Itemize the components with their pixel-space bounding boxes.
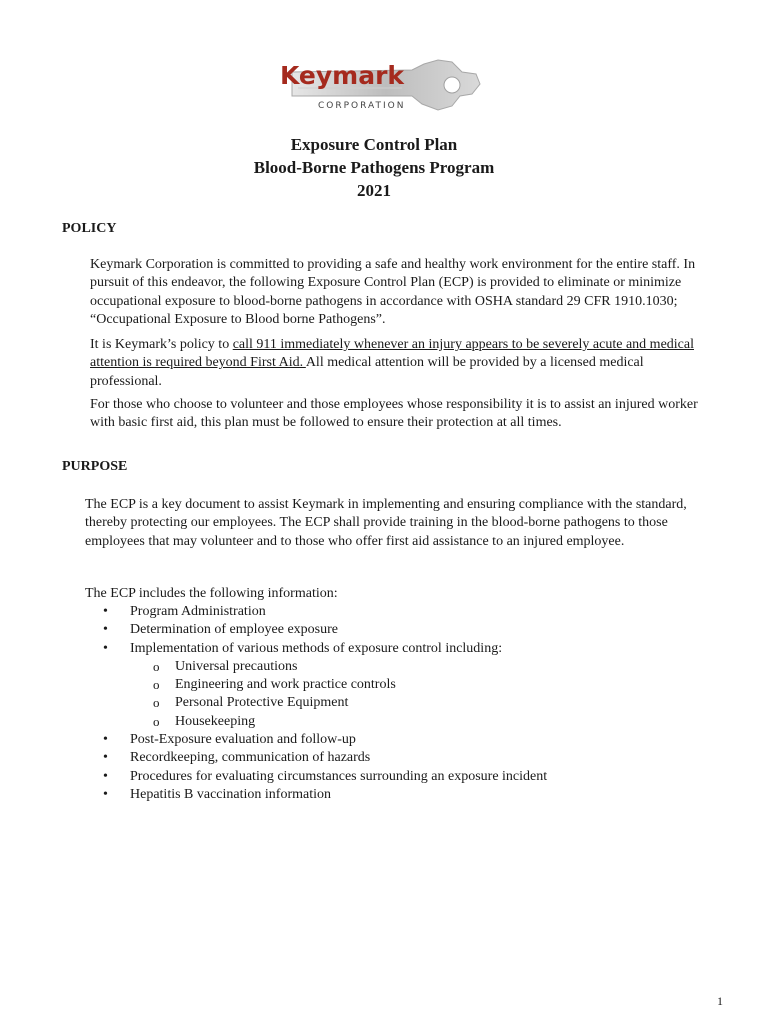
policy-paragraph-2: [90, 336, 710, 391]
purpose-heading: PURPOSE: [62, 459, 128, 474]
policy-paragraph-3: For those who choose to volunteer and those employees whose responsibility it is to assist an injured worker with basic first aid, this plan must be followed to ensure their protection at all times.: [90, 397, 698, 431]
policy-p2-tail: All medical attention will be provided by a licensed medical professional.: [90, 355, 644, 389]
keymark-logo: [262, 50, 484, 120]
title-line-1: Exposure Control Plan: [290, 135, 458, 154]
document-page: Keymark CORPORATION Exposure Control Plan Blood-Borne Pathogens Program 2021 POLICY Keymark Corporation is committed to providing a safe and healthy work environment for the entire staff. In pursuit of this endeavor, the following Exposure Control Plan (ECP) is provided to eliminate or minimize occupational exposure to blood-borne pathogens in accordance with OSHA standard 29 CFR 1910.1030; “Occupational Exposure to Blood borne Pathogens”. It is Keymark’s policy to call 911 immediately whenever an injury appears to be severely acute and medical attention is required beyond First Aid. All medical attention will be provided by a licensed medical professional. For those who choose to volunteer and those employees whose responsibility it is to assist an injured worker with basic first aid, this plan must be followed to ensure their protection at all times. PURPOSE The ECP is a key document to assist Keymark in implementing and ensuring compliance with the standard, thereby protecting our employees. The ECP shall provide training in the blood-borne pathogens to those employees that may volunteer and to those who offer first aid assistance to an injured employee. The ECP includes the following information: • Program Administration • Determination of employee exposure • Implementation of various methods of exposure control including: o Universal precautions o Engineering and work practice controls o Personal Protective Equipment o Housekeeping • Post-Exposure evaluation and follow-up • Recordkeeping, communication of hazards • Procedures for evaluating circumstances surrounding an exposure incident • Hepatitis B vaccination information 1: [0, 0, 770, 1024]
title-line-3: 2021: [357, 181, 391, 200]
policy-paragraph-1: Keymark Corporation is committed to providing a safe and healthy work environment for the entire staff. In pursuit of this endeavor, the following Exposure Control Plan (ECP) is provided to eliminate or minimize occupational exposure to blood-borne pathogens in accordance with OSHA standard 29 CFR 1910.1030; “Occupational Exposure to Blood borne Pathogens”.: [90, 257, 696, 327]
policy-heading: POLICY: [62, 221, 117, 236]
keymark-key-logo-graphic: [262, 50, 484, 120]
title-line-2: Blood-Borne Pathogens Program: [253, 158, 495, 177]
ecp-includes-intro: The ECP includes the following information:: [85, 586, 338, 601]
logo-wordmark: Keymark: [280, 61, 405, 90]
page-number: 1: [717, 994, 723, 1008]
document-title: [0, 133, 748, 202]
call-911-emphasis: call 911 immediately whenever an injury appears to be severely acute and medical attention is required beyond First Aid.: [90, 337, 694, 371]
logo-subtitle: CORPORATION: [318, 101, 406, 111]
policy-p2-lead: It is Keymark’s policy to: [90, 337, 233, 352]
purpose-paragraph-1: The ECP is a key document to assist Keymark in implementing and ensuring compliance with the standard, thereby protecting our employees. The ECP shall provide training in the blood-borne pathogens to those employees that may volunteer and to those who offer first aid assistance to an injured employee.: [85, 497, 687, 549]
